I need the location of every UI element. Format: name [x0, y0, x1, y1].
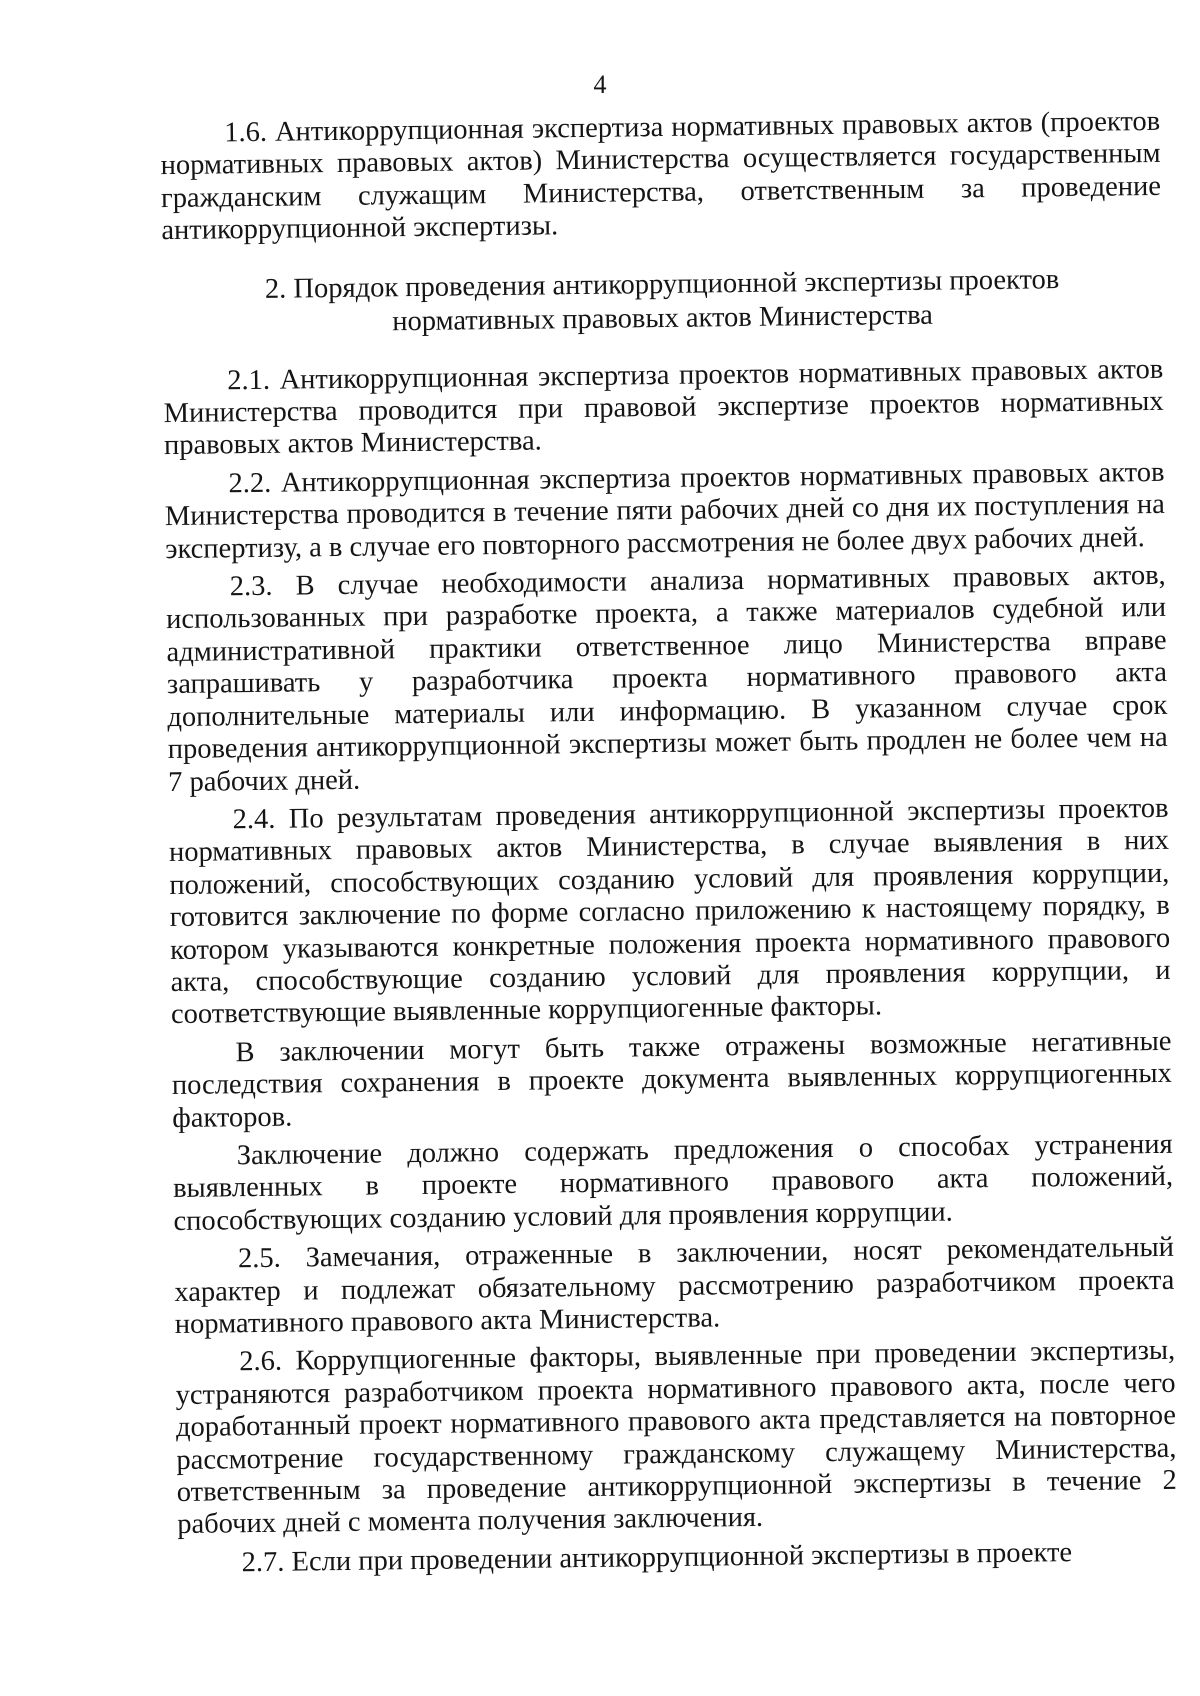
document-body	[160, 106, 1178, 1580]
paragraph-2-5: 2.5. Замечания, отраженные в заключении, носят рекомендательный характер и подлежат обязательному рассмотрению разработчиком проекта нормативного правового акта Министерства.	[174, 1231, 1175, 1341]
section-heading-line-2: нормативных правовых актов Министерства	[392, 299, 933, 337]
section-heading-line-1: 2. Порядок проведения антикоррупционной экспертизы проектов	[264, 263, 1060, 305]
page-number: 4	[593, 70, 607, 99]
paragraph-2-4: 2.4. По результатам проведения антикоррупционной экспертизы проектов нормативных правовых актов Министерства, в случае выявления в них положений, способствующих созданию условий для проявления коррупции, готовится заключение по форме согласно приложению к настоящему порядку, в котором указываются конкретные положения проекта нормативного правового акта, способствующие созданию условий для проявления коррупции, и соответствующие выявленные коррупциогенные факторы.	[168, 792, 1171, 1031]
paragraph-2-6: 2.6. Коррупциогенные факторы, выявленные при проведении экспертизы, устраняются разработчиком проекта нормативного правового акта, после чего доработанный проект нормативного правового акта представляется на повторное рассмотрение государственному гражданскому служащему Министерства, ответственным за проведение антикоррупционной экспертизы в течение 2 рабочих дней с момента получения заключения.	[175, 1335, 1177, 1541]
section-heading	[162, 262, 1163, 342]
paragraph-2-4-conclusion-consequences: В заключении могут быть также отражены возможные негативные последствия сохранения в проекте документа выявленных коррупциогенных факторов.	[171, 1025, 1172, 1134]
paragraph-2-7: 2.7. Если при проведении антикоррупционной экспертизы в проекте	[241, 1536, 1073, 1579]
paragraph-2-4-conclusion-proposals: Заключение должно содержать предложения о способах устранения выявленных в проекте нормативного правового акта положений, способствующих созданию условий для проявления коррупции.	[172, 1128, 1174, 1237]
paragraph-2-3: 2.3. В случае необходимости анализа нормативных правовых актов, использованных при разработке проекта, а также материалов судебной или административной практики ответственное лицо Министерства вправе запрашивать у разработчика проекта нормативного правового акта дополнительные материалы или информацию. В указанном случае срок проведения антикоррупционной экспертизы может быть продлен не более чем на 7 рабочих дней.	[165, 559, 1168, 798]
paragraph-2-1: 2.1. Антикоррупционная экспертиза проектов нормативных правовых актов Министерства проводится при правовой экспертизе проектов нормативных правовых актов Министерства.	[163, 353, 1164, 462]
paragraph-1-6: 1.6. Антикоррупционная экспертиза нормативных правовых актов (проектов нормативных правовых актов) Министерства осуществляется государственным гражданским служащим Министерства, ответственным за проведение антикоррупционной экспертизы.	[160, 105, 1162, 247]
paragraph-2-2: 2.2. Антикоррупционная экспертиза проектов нормативных правовых актов Министерства проводится в течение пяти рабочих дней со дня их поступления на экспертизу, а в случае его повторного рассмотрения не более двух рабочих дней.	[164, 456, 1166, 565]
